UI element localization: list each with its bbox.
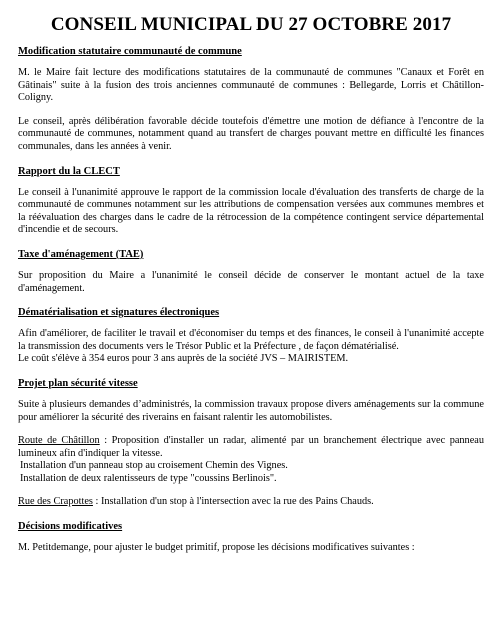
paragraph-securite: Suite à plusieurs demandes d’administrés, la commission travaux propose divers aménagements sur la commune pour améliorer la sécurité des riverains en faisant ralentir les automobilistes.	[18, 398, 484, 423]
paragraph-dematerialisation-2: Le coût s'élève à 354 euros pour 3 ans auprès de la société JVS – MAIRISTEM.	[18, 353, 349, 365]
paragraph-statuts-1: M. le Maire fait lecture des modifications statutaires de la communauté de communes "Canaux et Forêt en Gâtinais" suite à la fusion des trois anciennes communauté de communes : Bellegarde, Lorris et Châtillon-Coligny.	[18, 67, 484, 104]
section-heading-securite: Projet plan sécurité vitesse	[18, 377, 138, 389]
paragraph-tae: Sur proposition du Maire a l'unanimité le conseil décide de conserver le montant actuel de la taxe d'aménagement.	[18, 269, 484, 294]
route-chatillon-label: Route de Châtillon	[18, 435, 100, 447]
paragraph-route-chatillon	[18, 435, 484, 460]
section-heading-clect: Rapport du la CLECT	[18, 165, 120, 177]
route-chatillon-text: : Proposition d'installer un radar, alimenté par un branchement électrique avec panneau lumineux afin d'indiquer la vitesse.	[18, 435, 484, 459]
page-title: CONSEIL MUNICIPAL DU 27 OCTOBRE 2017	[50, 14, 452, 35]
paragraph-route-chatillon-stop: Installation d'un panneau stop au croisement Chemin des Vignes.	[20, 460, 288, 472]
section-heading-statuts: Modification statutaire communauté de commune	[18, 46, 242, 57]
section-heading-tae: Taxe d'aménagement (TAE)	[18, 248, 144, 260]
section-heading-decisions: Décisions modificatives	[18, 521, 123, 533]
section-heading-dematerialisation: Dématérialisation et signatures électroniques	[18, 307, 220, 319]
document-page	[18, 14, 484, 555]
paragraph-statuts-2: Le conseil, après délibération favorable décide toutefois d'émettre une motion de défiance à l'encontre de la communauté de communes, notamment quand au transfert de charges pouvant mettre en difficulté les finances communales, dans les années à venir.	[18, 115, 484, 152]
rue-crapottes-label: Rue des Crapottes	[18, 496, 93, 508]
paragraph-dematerialisation-1: Afin d'améliorer, de faciliter le travail et d'économiser du temps et des finances, le conseil à l'unanimité accepte la transmission des documents vers le Trésor Public et la Préfecture , de façon dématérialisé.	[18, 328, 484, 352]
paragraph-clect: Le conseil à l'unanimité approuve le rapport de la commission locale d'évaluation des transferts de charge de la communauté de communes notamment sur les attributions de compensation versées aux communes membres et la réévaluation des charges dans le cadre de la rétrocession de la compétence contingent service départemental d'incendie et de secours.	[18, 186, 484, 236]
rue-crapottes-text: : Installation d'un stop à l'intersection avec la rue des Pains Chauds.	[92, 496, 374, 508]
paragraph-rue-crapottes	[18, 496, 484, 509]
paragraph-decisions: M. Petitdemange, pour ajuster le budget primitif, propose les décisions modificatives suivantes :	[18, 542, 415, 554]
paragraph-route-chatillon-ralentisseurs: Installation de deux ralentisseurs de type "coussins Berlinois".	[20, 472, 277, 484]
